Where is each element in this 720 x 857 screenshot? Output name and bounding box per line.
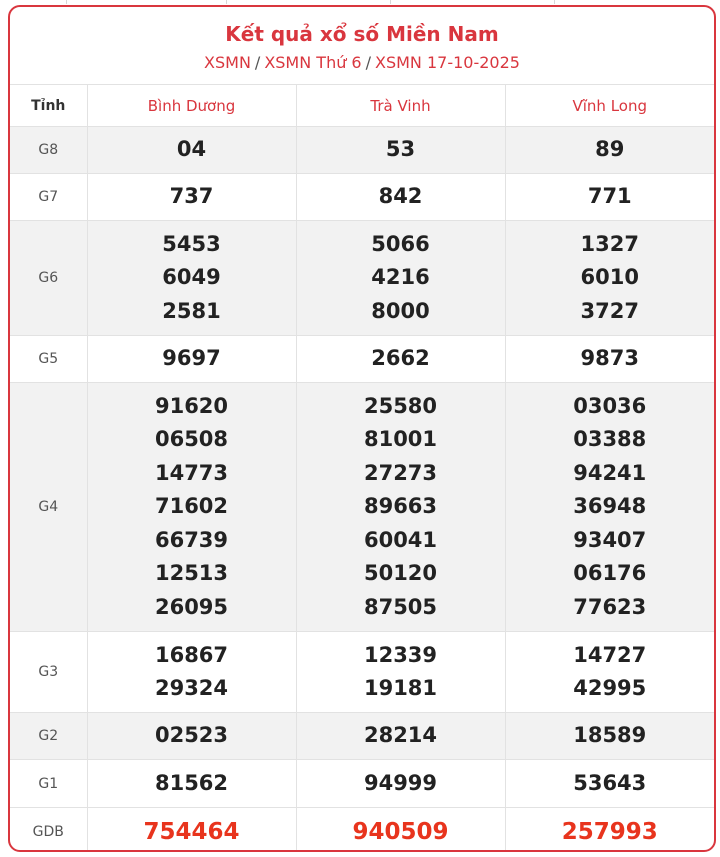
prize-number: 66739	[154, 527, 229, 552]
prize-number: 28214	[363, 723, 438, 748]
results-card	[8, 5, 716, 852]
prize-number: 04	[176, 137, 207, 162]
prize-number: 26095	[154, 594, 229, 619]
prize-number: 77623	[573, 594, 647, 619]
prize-number: 19181	[363, 676, 438, 700]
prize-row-g1	[10, 760, 714, 808]
prize-number: 12339	[363, 642, 438, 667]
prize-number: 93407	[573, 527, 647, 552]
prize-row-g7	[10, 174, 714, 221]
province-column-header: Tỉnh	[10, 85, 87, 127]
table-header-row	[10, 85, 714, 127]
prize-number: 29324	[154, 676, 229, 700]
prize-cell	[505, 127, 714, 174]
breadcrumb-xsmn-date[interactable]: XSMN 17-10-2025	[375, 53, 520, 72]
prize-label: G2	[10, 713, 87, 760]
prize-number: 5453	[162, 231, 221, 256]
prize-number: 81562	[154, 770, 229, 795]
prize-number: 89663	[363, 494, 438, 519]
prize-number: 4216	[371, 265, 430, 290]
prize-row-g2	[10, 713, 714, 760]
prize-row-gdb	[10, 808, 714, 853]
prize-number: 2662	[371, 346, 430, 371]
breadcrumb-separator: /	[254, 53, 261, 72]
prize-label: G4	[10, 383, 87, 632]
special-prize-number: 257993	[561, 818, 658, 845]
prize-number: 5066	[371, 231, 430, 256]
prize-number: 53	[385, 137, 416, 162]
prize-number: 03036	[573, 393, 647, 418]
special-prize-number: 754464	[143, 818, 240, 845]
top-divider-lines	[0, 0, 720, 4]
prize-number: 737	[169, 184, 214, 209]
prize-number: 8000	[371, 298, 430, 323]
prize-number: 16867	[154, 642, 229, 667]
prize-cell	[296, 808, 505, 853]
prize-number: 60041	[363, 527, 438, 552]
prize-number: 842	[378, 184, 423, 209]
prize-cell	[505, 632, 714, 713]
prize-cell	[505, 221, 714, 336]
prize-row-g4	[10, 383, 714, 632]
prize-label: GDB	[10, 808, 87, 853]
prize-number: 771	[587, 184, 632, 209]
prize-cell	[87, 713, 296, 760]
prize-number: 18589	[573, 723, 647, 748]
prize-cell	[505, 713, 714, 760]
prize-number: 27273	[363, 460, 438, 485]
prize-number: 9697	[162, 346, 221, 371]
prize-label: G7	[10, 174, 87, 221]
province-vinh-long[interactable]: Vĩnh Long	[505, 85, 714, 127]
prize-number: 87505	[363, 594, 438, 619]
prize-row-g8	[10, 127, 714, 174]
prize-cell	[296, 127, 505, 174]
prize-number: 50120	[363, 561, 438, 586]
prize-cell	[296, 174, 505, 221]
prize-row-g3	[10, 632, 714, 713]
prize-cell	[505, 808, 714, 853]
prize-cell	[505, 174, 714, 221]
prize-cell	[87, 127, 296, 174]
prize-label: G6	[10, 221, 87, 336]
prize-number: 9873	[580, 346, 639, 371]
prize-number: 14727	[573, 642, 647, 667]
prize-cell	[87, 808, 296, 853]
prize-number: 53643	[573, 770, 647, 795]
prize-number: 89	[595, 137, 625, 162]
prize-number: 71602	[154, 494, 229, 519]
prize-cell	[87, 383, 296, 632]
prize-number: 94241	[573, 460, 647, 485]
prize-number: 25580	[363, 393, 438, 418]
prize-cell	[87, 632, 296, 713]
prize-number: 03388	[573, 427, 647, 452]
prize-number: 06176	[573, 561, 647, 586]
prize-number: 91620	[154, 393, 229, 418]
results-header	[10, 7, 714, 85]
prize-number: 1327	[580, 231, 639, 256]
prize-cell	[296, 383, 505, 632]
breadcrumb-xsmn[interactable]: XSMN	[204, 53, 251, 72]
prize-number: 36948	[573, 494, 647, 519]
prize-cell	[87, 221, 296, 336]
prize-label: G8	[10, 127, 87, 174]
prize-label: G3	[10, 632, 87, 713]
prize-label: G5	[10, 336, 87, 383]
prize-row-g6	[10, 221, 714, 336]
prize-number: 3727	[580, 298, 639, 323]
prize-cell	[296, 632, 505, 713]
prize-cell	[87, 174, 296, 221]
prize-cell	[296, 336, 505, 383]
breadcrumb-xsmn-thu-6[interactable]: XSMN Thứ 6	[264, 53, 362, 72]
prize-number: 12513	[154, 561, 229, 586]
special-prize-number: 940509	[352, 818, 449, 845]
prize-number: 94999	[363, 770, 438, 795]
province-binh-duong[interactable]: Bình Dương	[87, 85, 296, 127]
prize-cell	[505, 336, 714, 383]
breadcrumb-separator: /	[365, 53, 371, 72]
breadcrumb	[10, 53, 714, 73]
prize-cell	[296, 760, 505, 808]
prize-number: 6010	[580, 265, 639, 290]
prize-label: G1	[10, 760, 87, 808]
prize-cell	[87, 336, 296, 383]
prize-row-g5	[10, 336, 714, 383]
prize-number: 14773	[154, 460, 229, 485]
prize-cell	[296, 713, 505, 760]
province-tra-vinh[interactable]: Trà Vinh	[296, 85, 505, 127]
page-title: Kết quả xổ số Miền Nam	[225, 22, 499, 46]
prize-cell	[296, 221, 505, 336]
prize-number: 6049	[162, 265, 221, 290]
prize-number: 2581	[162, 298, 221, 323]
prize-cell	[87, 760, 296, 808]
prize-number: 02523	[154, 723, 229, 748]
prize-number: 06508	[154, 427, 229, 452]
prize-number: 42995	[573, 676, 647, 700]
prize-cell	[505, 760, 714, 808]
prize-cell	[505, 383, 714, 632]
prize-rows	[10, 127, 714, 853]
results-table	[10, 85, 714, 852]
prize-number: 81001	[363, 427, 438, 452]
